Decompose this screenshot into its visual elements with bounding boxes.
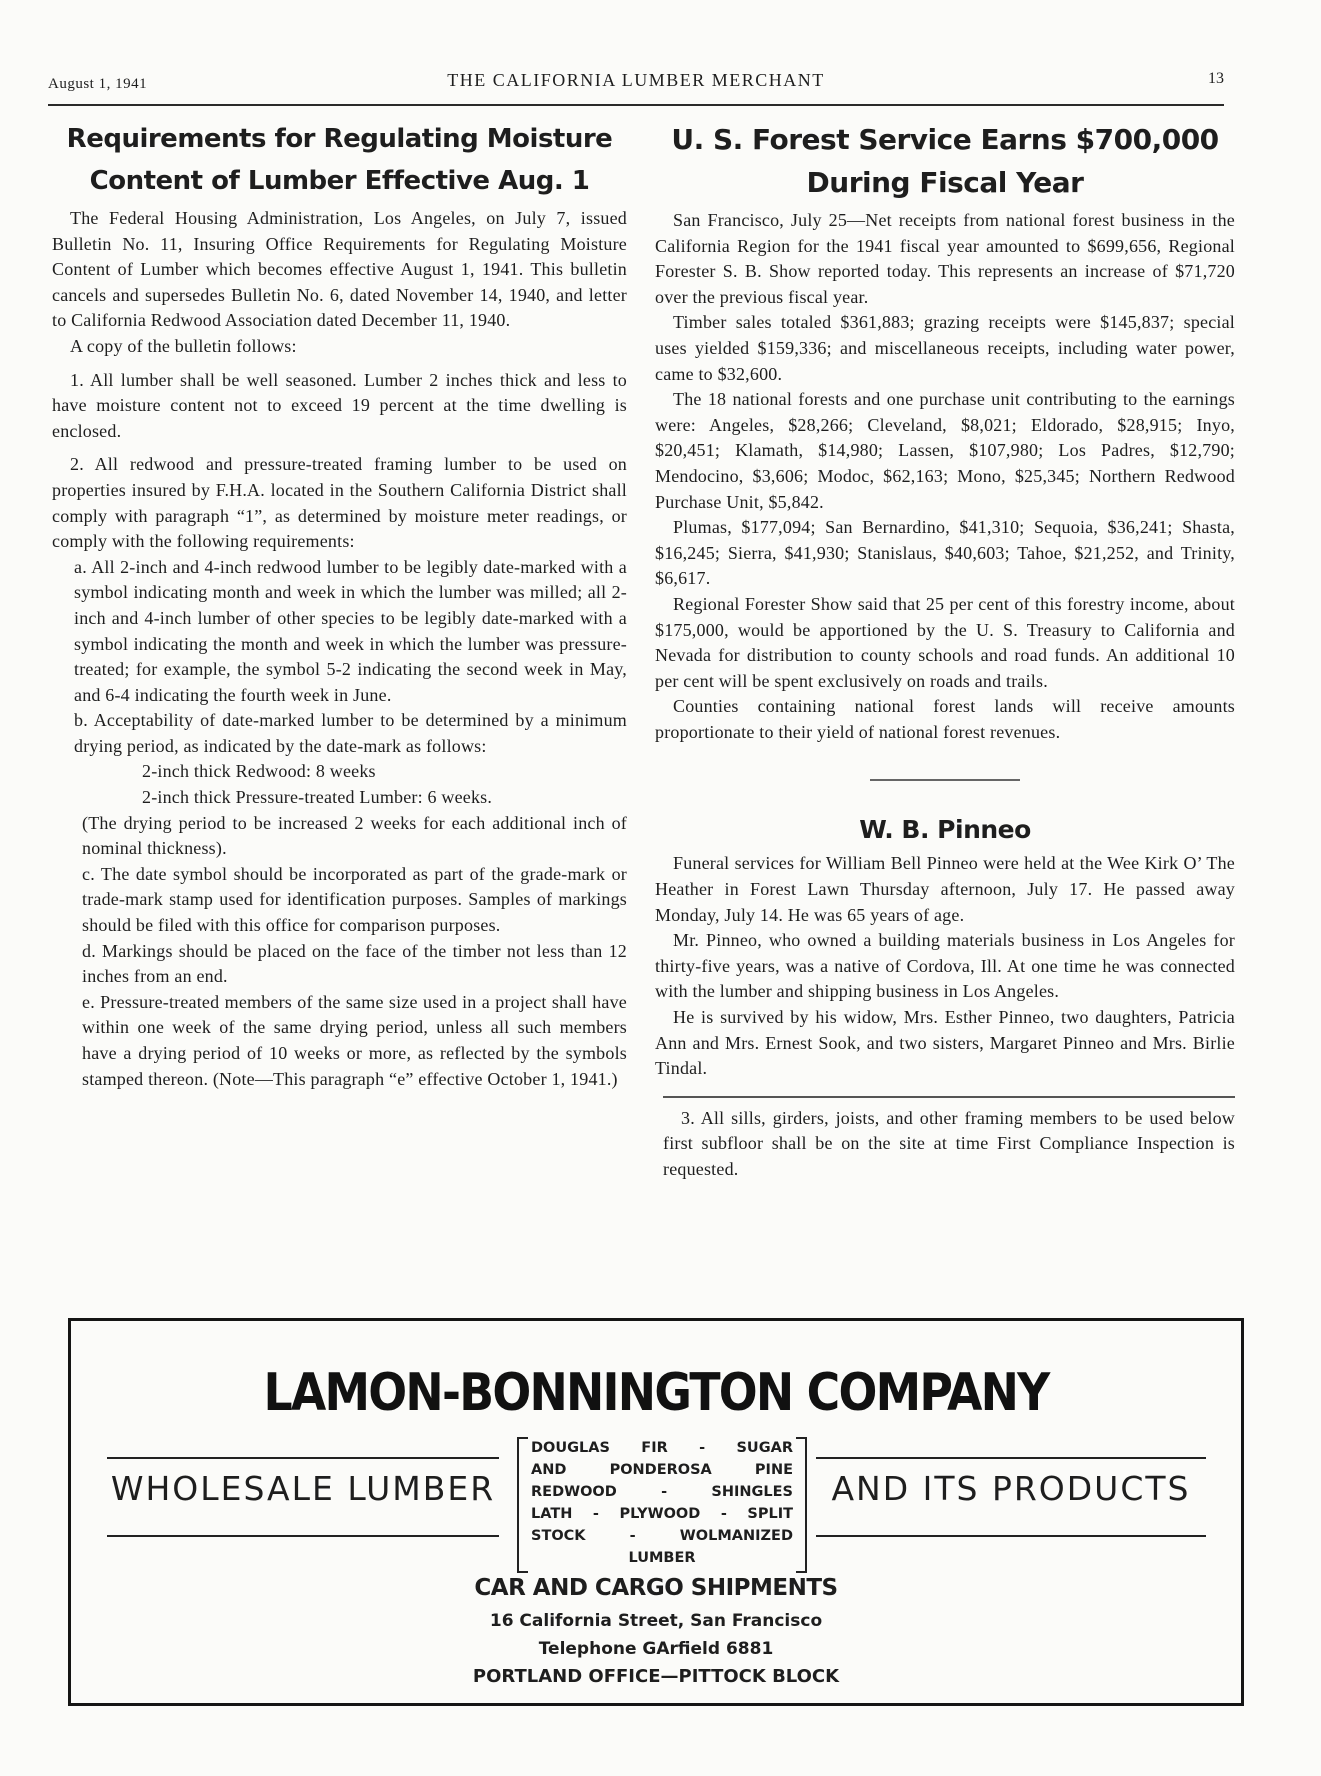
requirement-3: 3. All sills, girders, joists, and other framing members to be used below first subfloor shall be on the site at time First Compliance Inspection is requested. — [663, 1107, 1235, 1179]
forest-paragraph-1: San Francisco, July 25—Net receipts from national forest business in the California Region for the 1941 fiscal year amounted to $699,656, Regional Forester S. B. Show reported today. This represents an increase of $71,720 over the previous fiscal year. — [655, 210, 1235, 307]
ad-portland-office: PORTLAND OFFICE—PITTOCK BLOCK — [472, 1666, 840, 1687]
product-line: REDWOOD - SHINGLES — [531, 1484, 793, 1500]
headline-line-2: During Fiscal Year — [806, 166, 1084, 199]
left-column-article — [52, 118, 627, 1092]
drying-note: (The drying period to be increased 2 weeks for each additional inch of nominal thickness). — [82, 812, 627, 859]
requirement-2c: c. The date symbol should be incorporated as part of the grade-mark or trade-mark stamp used for identification purposes. Samples of markings should be filed with this office for comparison purposes. — [82, 863, 627, 936]
section-divider — [870, 779, 1020, 781]
copy-follows-line: A copy of the bulletin follows: — [70, 335, 297, 356]
ad-rule-right-bottom — [816, 1535, 1206, 1537]
forest-paragraph-2: Timber sales totaled $361,883; grazing receipts were $145,837; special uses yielded $159,336; and miscellaneous receipts, including water power, came to $32,600. — [655, 312, 1235, 384]
drying-redwood: 2-inch thick Redwood: 8 weeks — [142, 761, 376, 782]
article-headline-moisture — [52, 118, 627, 202]
ad-rule-right-top — [816, 1457, 1206, 1459]
obituary-paragraph-2: Mr. Pinneo, who owned a building materials business in Los Angeles for thirty-five years, was a native of Cordova, Ill. At one time he was connected with the lumber and shipping business in Los Angeles. — [655, 930, 1235, 1002]
requirement-2d: d. Markings should be placed on the face of the timber not less than 12 inches from an end. — [82, 940, 627, 987]
ad-products-list — [531, 1437, 793, 1569]
drying-pressure-treated: 2-inch thick Pressure-treated Lumber: 6 weeks. — [142, 787, 493, 808]
product-line: AND PONDEROSA PINE — [531, 1462, 793, 1478]
forest-paragraph-6: Counties containing national forest lands will receive amounts proportionate to their yield of national forest revenues. — [655, 696, 1235, 742]
article-headline-forest-service — [655, 118, 1235, 204]
product-line: LUMBER — [628, 1550, 696, 1566]
headline-line-2: Content of Lumber Effective Aug. 1 — [89, 166, 590, 196]
bracket-right — [796, 1437, 807, 1573]
obituary-headline: W. B. Pinneo — [859, 815, 1031, 845]
forest-paragraph-3: The 18 national forests and one purchase unit contributing to the earnings were: Angeles, $28,266; Cleveland, $8,021; Eldorado, $28,915; Inyo, $20,451; Klamath, $14,980; Lassen, $107,980; Los Padres, $12,790; Mendocino, $3,606; Modoc, $62,163; Mono, $25,345; Northern Redwood Purchase Unit, $5,842. — [655, 389, 1235, 512]
ad-rule-left-top — [107, 1457, 499, 1459]
running-header — [48, 66, 1224, 106]
issue-date: August 1, 1941 — [48, 76, 148, 92]
obituary-paragraph-1: Funeral services for William Bell Pinneo were held at the Wee Kirk O’ The Heather in Forest Lawn Thursday afternoon, July 17. He passed away Monday, July 14. He was 65 years of age. — [655, 853, 1235, 925]
product-line: DOUGLAS FIR - SUGAR — [531, 1440, 793, 1456]
intro-paragraph: The Federal Housing Administration, Los Angeles, on July 7, issued Bulletin No. 11, Insuring Office Requirements for Regulating Moisture Content of Lumber which becomes effective August 1, 1941. This bulletin cancels and supersedes Bulletin No. 6, dated November 14, 1940, and letter to California Redwood Association dated December 11, 1940. — [52, 208, 627, 331]
headline-line-1: Requirements for Regulating Moisture — [66, 124, 613, 154]
ad-wholesale-lumber: WHOLESALE LUMBER — [110, 1469, 496, 1508]
obituary-paragraph-3: He is survived by his widow, Mrs. Esther Pinneo, two daughters, Patricia Ann and Mrs. Ernest Sook, and two sisters, Margaret Pinneo and Mrs. Birlie Tindal. — [655, 1007, 1235, 1079]
page-number: 13 — [1208, 70, 1224, 87]
product-line: LATH - PLYWOOD - SPLIT — [531, 1506, 793, 1522]
lamon-bonnington-advertisement — [68, 1318, 1244, 1706]
forest-paragraph-4: Plumas, $177,094; San Bernardino, $41,310; Sequoia, $36,241; Shasta, $16,245; Sierra, $41,930; Stanislaus, $40,603; Tahoe, $21,252, and Trinity, $6,617. — [655, 517, 1235, 589]
forest-paragraph-5: Regional Forester Show said that 25 per cent of this forestry income, about $175,000, would be apportioned by the U. S. Treasury to California and Nevada for distribution to county schools and road funds. An additional 10 per cent will be spent exclusively on roads and trails. — [655, 593, 1235, 691]
right-column — [655, 118, 1235, 1183]
ad-telephone: Telephone GArfield 6881 — [538, 1639, 774, 1659]
ad-company-name: LAMON-BONNINGTON COMPANY — [263, 1363, 1049, 1423]
ad-rule-left-bottom — [107, 1535, 499, 1537]
ad-address: 16 California Street, San Francisco — [489, 1611, 823, 1631]
requirement-1: 1. All lumber shall be well seasoned. Lumber 2 inches thick and less to have moisture content not to exceed 19 percent at the time dwelling is enclosed. — [52, 369, 627, 441]
bracket-left — [517, 1437, 528, 1573]
requirement-2e: e. Pressure-treated members of the same size used in a project shall have within one week of the same drying period, unless all such members have a drying period of 10 weeks or more, as reflected by the symbols stamped thereon. (Note—This paragraph “e” effective October 1, 1941.) — [82, 991, 627, 1089]
product-line: STOCK - WOLMANIZED — [531, 1528, 793, 1544]
requirement-2a: a. All 2-inch and 4-inch redwood lumber to be legibly date-marked with a symbol indicating month and week in which the lumber was milled; all 2-inch and 4-inch lumber of other species to be legibly date-marked with a symbol indicating the month and week in which the lumber was pressure-treated; for example, the symbol 5-2 indicating the second week in May, and 6-4 indicating the fourth week in June. — [74, 556, 627, 705]
requirement-2: 2. All redwood and pressure-treated framing lumber to be used on properties insured by F.H.A. located in the Southern California District shall comply with paragraph “1”, as determined by moisture meter readings, or comply with the following requirements: — [52, 454, 627, 552]
publication-title: THE CALIFORNIA LUMBER MERCHANT — [447, 70, 825, 90]
continuation-rule — [663, 1096, 1235, 1098]
headline-line-1: U. S. Forest Service Earns $700,000 — [671, 123, 1219, 156]
ad-products-box — [517, 1437, 807, 1577]
requirement-2b: b. Acceptability of date-marked lumber to be determined by a minimum drying period, as indicated by the date-mark as follows: — [74, 710, 627, 756]
ad-shipments: CAR AND CARGO SHIPMENTS — [474, 1575, 838, 1601]
ad-and-its-products: AND ITS PRODUCTS — [831, 1469, 1191, 1508]
